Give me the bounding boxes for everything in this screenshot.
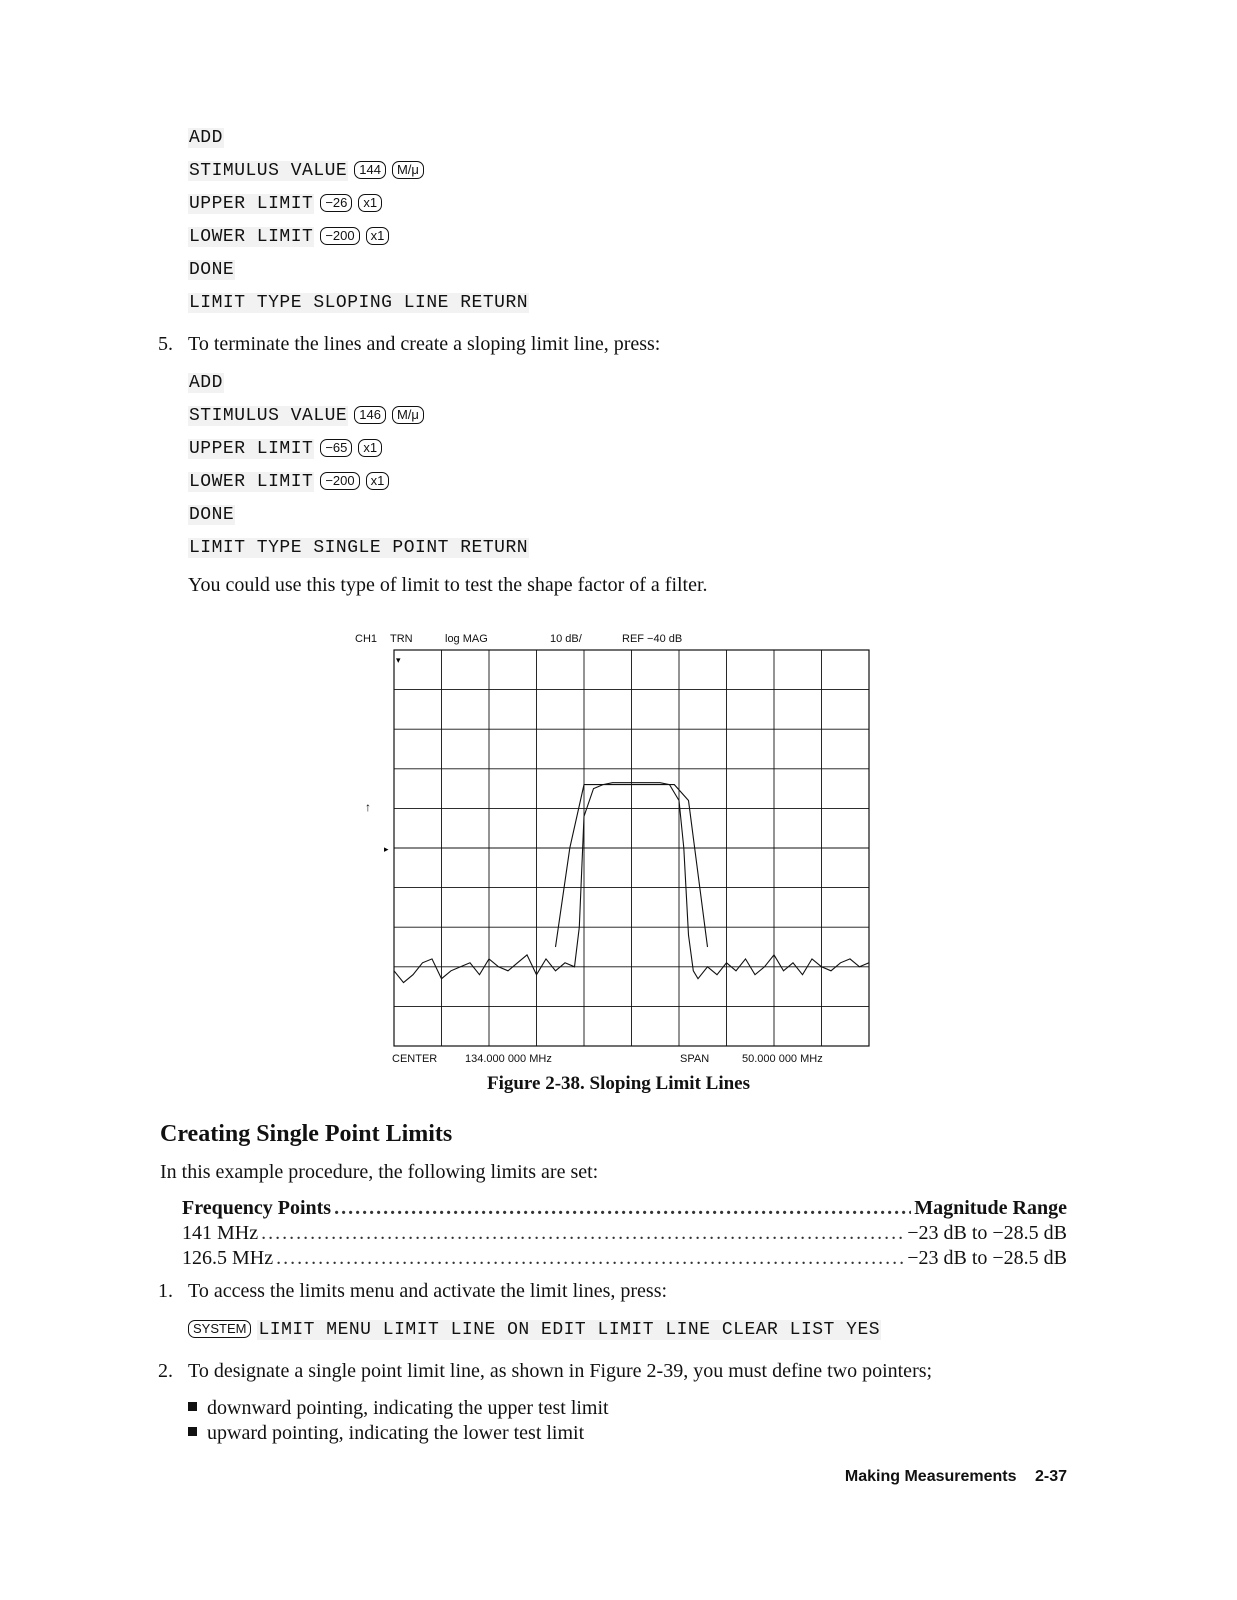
row-magnitude: −23 dB to −28.5 dB	[907, 1222, 1067, 1244]
softkey-sequence: LIMIT MENU LIMIT LINE ON EDIT LIMIT LINE CLEAR LIST YES	[258, 1320, 881, 1340]
hardkey-label: 144	[354, 161, 386, 179]
header-right: Magnitude Range	[914, 1197, 1067, 1219]
footer-span-label: SPAN	[680, 1053, 710, 1065]
header-format: log MAG	[445, 633, 488, 645]
key-line	[188, 161, 529, 194]
table-row	[182, 1221, 1067, 1246]
step4-key-sequence	[188, 128, 529, 326]
hardkey-label: −200	[320, 227, 359, 245]
figure-caption: Figure 2-38. Sloping Limit Lines	[486, 1073, 751, 1094]
step-number: 5.	[158, 333, 173, 355]
row-frequency: 141 MHz	[182, 1222, 259, 1244]
section-intro: In this example procedure, the following limits are set:	[160, 1161, 599, 1183]
key-line	[188, 293, 529, 326]
hardkey-label: M/μ	[392, 161, 424, 179]
step-number: 1.	[158, 1280, 173, 1302]
softkey-label: UPPER LIMIT	[189, 439, 314, 459]
key-line	[188, 227, 529, 260]
softkey-label: ADD	[189, 373, 223, 393]
bullet-list	[188, 1396, 609, 1446]
softkey-label: UPPER LIMIT	[189, 194, 314, 214]
softkey-label: LOWER LIMIT	[189, 472, 314, 492]
list-item: upward pointing, indicating the lower test limit	[188, 1421, 609, 1446]
header-ref: REF −40 dB	[622, 633, 683, 645]
header-scale: 10 dB/	[550, 633, 582, 645]
softkey-label: STIMULUS VALUE	[189, 161, 348, 181]
key-line	[188, 373, 529, 406]
table-header	[182, 1196, 1067, 1221]
bullet-icon	[188, 1427, 197, 1436]
hardkey-label: x1	[358, 439, 382, 457]
table-row	[182, 1246, 1067, 1271]
softkey-label: ADD	[189, 128, 223, 148]
footer-center-label: CENTER	[392, 1053, 438, 1065]
softkey-label: LIMIT TYPE SLOPING LINE RETURN	[189, 293, 529, 313]
list-item: downward pointing, indicating the upper test limit	[188, 1396, 609, 1421]
footer-span-value: 50.000 000 MHz	[742, 1053, 823, 1065]
key-line	[188, 194, 529, 227]
key-line	[188, 472, 529, 505]
row-magnitude: −23 dB to −28.5 dB	[907, 1247, 1067, 1269]
hardkey-label: x1	[358, 194, 382, 212]
step-text: To access the limits menu and activate the limit lines, press:	[188, 1280, 668, 1302]
key-line	[188, 538, 529, 571]
softkey-label: LOWER LIMIT	[189, 227, 314, 247]
step1-key-sequence	[188, 1320, 881, 1340]
hardkey-label: −26	[320, 194, 352, 212]
step-text: To terminate the lines and create a sloping limit line, press:	[188, 333, 661, 355]
hardkey-label: x1	[366, 227, 390, 245]
softkey-label: DONE	[189, 260, 235, 280]
key-line	[188, 505, 529, 538]
hardkey-label: M/μ	[392, 406, 424, 424]
hardkey-label: −200	[320, 472, 359, 490]
softkey-label: DONE	[189, 505, 235, 525]
key-line	[188, 406, 529, 439]
row-frequency: 126.5 MHz	[182, 1247, 274, 1269]
bullet-icon	[188, 1402, 197, 1411]
hardkey-label: −65	[320, 439, 352, 457]
step-text: To designate a single point limit line, as shown in Figure 2-39, you must define two pointers;	[188, 1360, 933, 1382]
footer-section: Making Measurements	[844, 1468, 1017, 1485]
sloping-limit-lines-figure	[340, 625, 885, 1070]
section-title: Creating Single Point Limits	[160, 1121, 453, 1147]
header-channel: CH1	[355, 633, 378, 645]
key-line	[188, 260, 529, 293]
header-left: Frequency Points	[182, 1197, 332, 1219]
reference-arrow-icon: ↑	[365, 800, 371, 814]
footer-center-value: 134.000 000 MHz	[465, 1053, 552, 1065]
step-2	[158, 1360, 933, 1383]
header-mode: TRN	[390, 633, 413, 645]
step5-key-sequence	[188, 373, 529, 571]
hardkey-label: x1	[366, 472, 390, 490]
shape-factor-note: You could use this type of limit to test the shape factor of a filter.	[188, 574, 708, 596]
step-number: 2.	[158, 1360, 173, 1382]
reference-marker-icon: ▸	[384, 844, 389, 854]
softkey-label: LIMIT TYPE SINGLE POINT RETURN	[189, 538, 529, 558]
footer-page-number: 2-37	[1034, 1468, 1067, 1485]
softkey-label: STIMULUS VALUE	[189, 406, 348, 426]
step-1	[158, 1280, 668, 1303]
hardkey-label: 146	[354, 406, 386, 424]
page-footer	[845, 1468, 1067, 1486]
key-line	[188, 128, 529, 161]
graticule	[394, 650, 869, 1046]
marker-icon: ▾	[396, 655, 401, 665]
key-line	[188, 439, 529, 472]
system-key: SYSTEM	[188, 1320, 251, 1338]
step-5	[158, 333, 661, 356]
limits-table	[182, 1196, 1067, 1271]
